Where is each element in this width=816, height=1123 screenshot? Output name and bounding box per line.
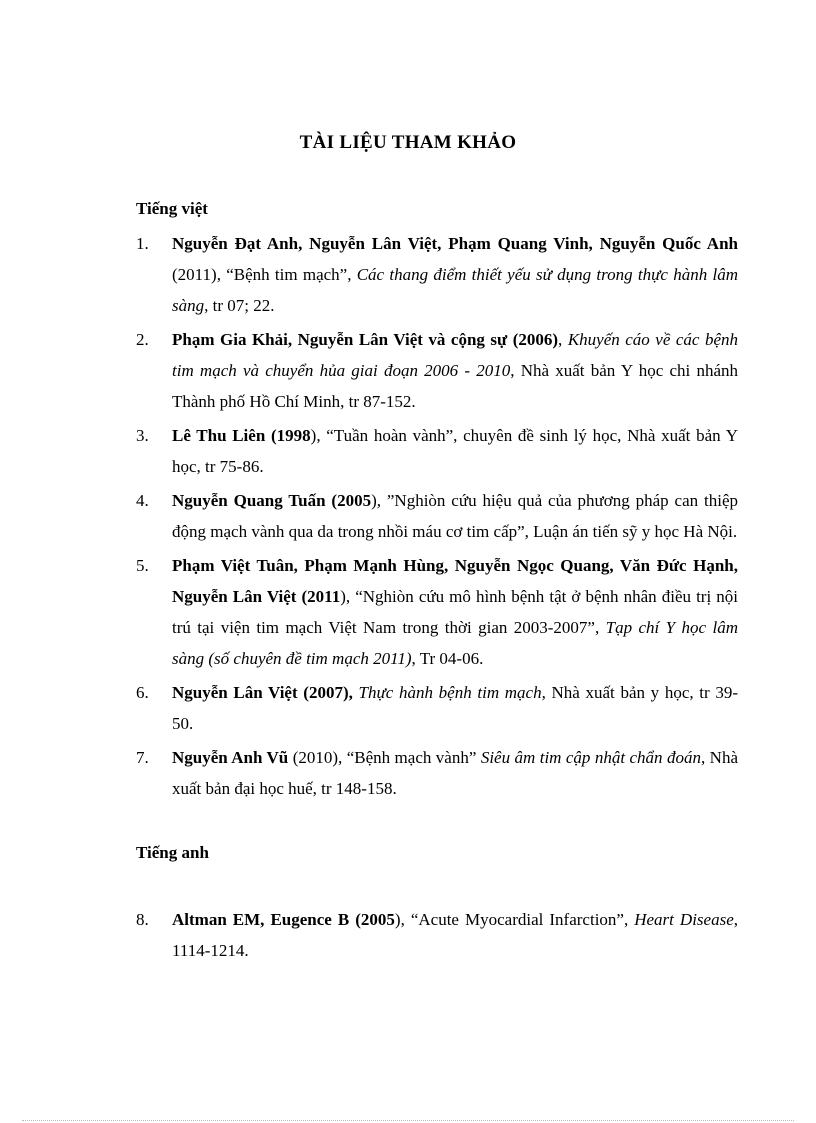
reference-item	[136, 742, 738, 804]
reference-text: , Nhà xuất bản đại học huế, tr 148-158.	[172, 748, 738, 798]
reference-authors: Nguyễn Đạt Anh, Nguyễn Lân Việt, Phạm Quang Vinh, Nguyễn Quốc Anh	[172, 234, 738, 253]
reference-list-english	[136, 904, 738, 969]
reference-authors: Phạm Gia Khải, Nguyễn Lân Việt và cộng sự (2006)	[172, 330, 559, 349]
reference-text: ), “Nghiòn cứu mô hình bệnh tật ở bệnh nhân điều trị nội trú tại viện tim mạch Việt Nam trong thời gian 2003-2007”,	[172, 587, 738, 637]
reference-source-title: Khuyến cáo về các bệnh tim mạch và chuyển hủa giai đoạn 2006 - 2010	[172, 330, 739, 380]
reference-authors: Phạm Việt Tuân, Phạm Mạnh Hùng, Nguyễn Ngọc Quang, Văn Đức Hạnh, Nguyễn Lân Việt (2011	[172, 556, 738, 606]
reference-number: 5.	[136, 556, 149, 575]
reference-source-title: Các thang điểm thiết yếu sử dụng trong thực hành lâm sàng	[172, 265, 738, 315]
reference-text: , 1114-1214.	[172, 910, 738, 960]
reference-list-vietnamese	[136, 228, 738, 807]
reference-authors: Lê Thu Liên (1998	[172, 426, 311, 445]
reference-item	[136, 324, 738, 417]
reference-authors: Nguyễn Anh Vũ	[172, 748, 289, 767]
reference-number: 3.	[136, 426, 149, 445]
reference-number: 4.	[136, 491, 149, 510]
reference-authors: Nguyễn Lân Việt (2007),	[172, 683, 353, 702]
reference-text: ,	[558, 330, 568, 349]
page-title: TÀI LIỆU THAM KHẢO	[299, 132, 517, 153]
section-heading-english: Tiếng anh	[136, 843, 209, 862]
reference-text: (2010), “Bệnh mạch vành”	[288, 748, 481, 767]
reference-item	[136, 550, 738, 674]
reference-item	[136, 420, 738, 482]
reference-text: , Nhà xuất bản Y học chi nhánh Thành phố Hồ Chí Minh, tr 87-152.	[172, 361, 738, 411]
reference-text: (2011), “Bệnh tim mạch”,	[172, 265, 357, 284]
reference-number: 2.	[136, 330, 149, 349]
reference-text: ), “Tuần hoàn vành”, chuyên đề sinh lý học, Nhà xuất bản Y học, tr 75-86.	[172, 426, 738, 476]
reference-source-title: Heart Disease	[634, 910, 734, 929]
reference-source-title: Thực hành bệnh tim mạch	[358, 683, 542, 702]
reference-source-title: Tạp chí Y học lâm sàng (số chuyên đề tim mạch 2011)	[172, 618, 738, 668]
reference-item	[136, 904, 738, 966]
reference-text: , Nhà xuất bản y học, tr 39- 50.	[172, 683, 738, 733]
reference-authors: Altman EM, Eugence B (2005	[172, 910, 395, 929]
reference-text: , tr 07; 22.	[204, 296, 275, 315]
reference-number: 1.	[136, 234, 149, 253]
reference-text: ), “Acute Myocardial Infarction”,	[394, 910, 635, 929]
reference-text: , Tr 04-06.	[411, 649, 484, 668]
page-bottom-divider	[22, 1120, 794, 1121]
reference-item	[136, 677, 738, 739]
reference-number: 7.	[136, 748, 149, 767]
reference-source-title: Siêu âm tim cập nhật chẩn đoán	[480, 748, 701, 767]
reference-number: 8.	[136, 910, 149, 929]
reference-item	[136, 228, 738, 321]
reference-item	[136, 485, 738, 547]
section-heading-vietnamese: Tiếng việt	[136, 199, 208, 218]
reference-authors: Nguyễn Quang Tuấn (2005	[172, 491, 372, 510]
reference-number: 6.	[136, 683, 149, 702]
reference-text: ), ”Nghiòn cứu hiệu quả của phương pháp can thiệp động mạch vành qua da trong nhồi máu cơ tim cấp”, Luận án tiến sỹ y học Hà Nội.	[172, 491, 739, 541]
